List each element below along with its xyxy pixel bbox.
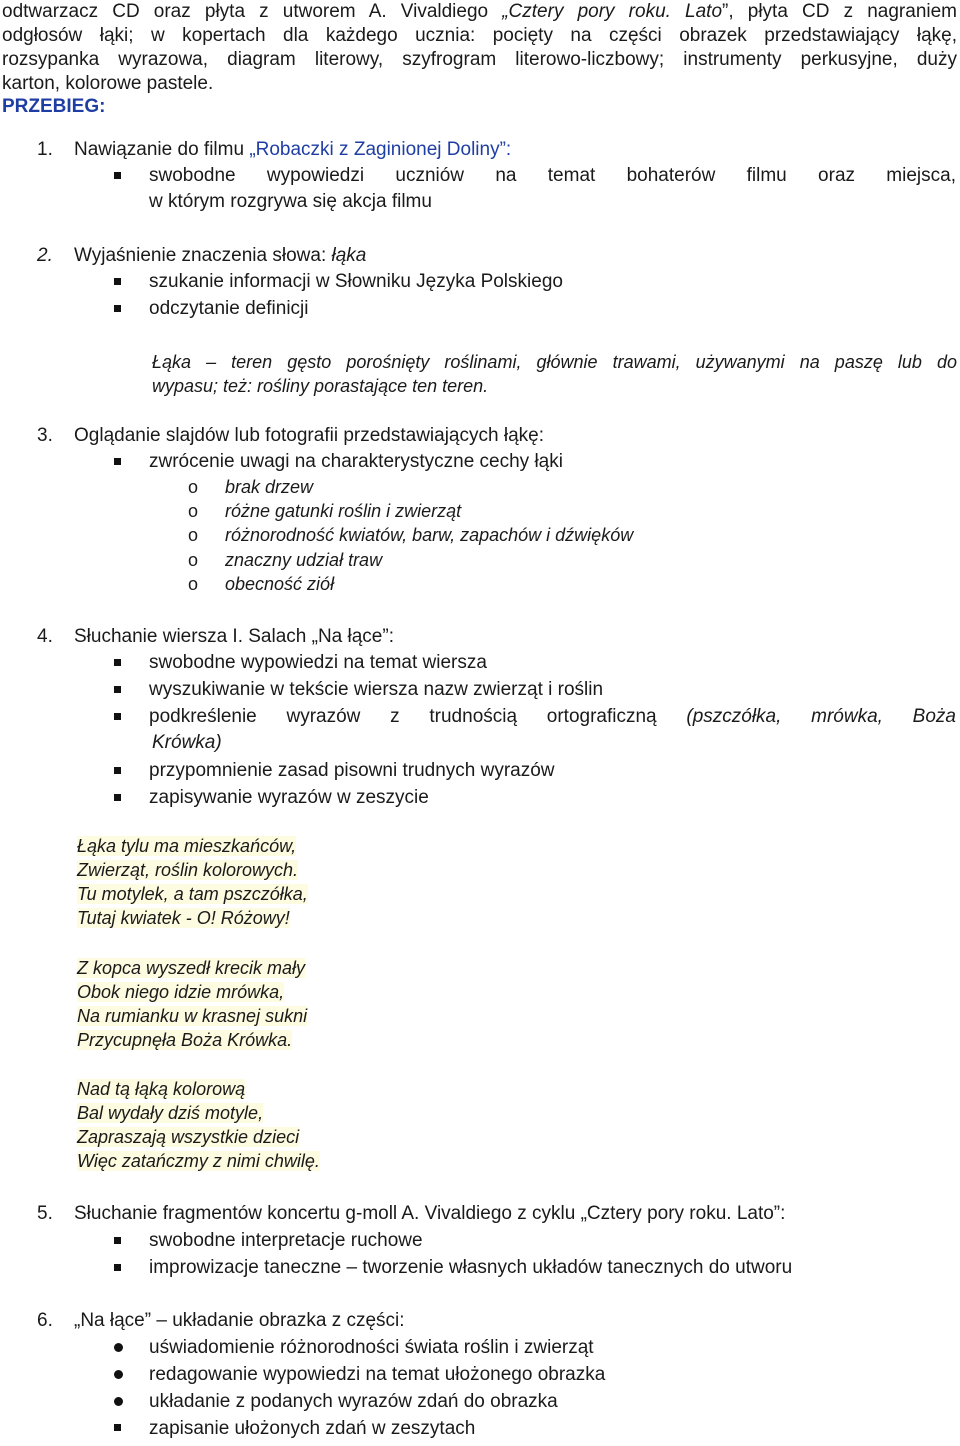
poem-line: Przycupnęła Boża Krówka. (77, 1030, 293, 1050)
poem-line: Tutaj kwiatek - O! Różowy! (77, 908, 290, 928)
bullet-square (114, 659, 121, 666)
step-6-bullet-4: zapisanie ułożonych zdań w zeszytach (149, 1418, 476, 1439)
bullet-square (114, 713, 121, 720)
step-5-title: 5. Słuchanie fragmentów koncertu g-moll A. Vivaldiego z cyklu „Cztery pory roku. Lato”: (37, 1203, 786, 1224)
step-3-sub-3: różnorodność kwiatów, barw, zapachów i dźwięków (225, 525, 634, 545)
poem-line: Tu motylek, a tam pszczółka, (77, 884, 308, 904)
step-6-title: 6. „Na łące” – układanie obrazka z części: (37, 1310, 405, 1331)
sub-bullet-circle: o (188, 574, 199, 594)
step-4-bullet-3-cont: Krówka) (152, 732, 222, 753)
poem-line: Zapraszają wszystkie dzieci (77, 1127, 300, 1147)
poem-line: Na rumianku w krasnej sukni (77, 1006, 308, 1026)
materials-paragraph (2, 0, 957, 96)
intro-line-2: odgłosów łąki; w kopertach dla każdego ucznia: pocięty na części obrazek przedstawiający łąkę, (2, 25, 957, 46)
step-4-bullet-5: zapisywanie wyrazów w zeszycie (149, 787, 429, 808)
step-4-bullet-4: przypomnienie zasad pisowni trudnych wyrazów (149, 760, 555, 781)
step-2-title: 2. Wyjaśnienie znaczenia słowa: łąka (37, 245, 367, 266)
bullet-square (114, 1424, 121, 1431)
intro-line-4: karton, kolorowe pastele. (2, 73, 214, 94)
bullet-square (114, 767, 121, 774)
poem-line: Zwierząt, roślin kolorowych. (77, 860, 299, 880)
step-3-bullet-1: zwrócenie uwagi na charakterystyczne cechy łąki (149, 451, 563, 472)
intro-line-3: rozsypanka wyrazowa, diagram literowy, szyfrogram literowo-liczbowy; instrumenty perkusyjne, duży (2, 49, 957, 70)
intro-line-1: odtwarzacz CD oraz płyta z utworem A. Vivaldiego „Cztery pory roku. Lato”, płyta CD z nagraniem (2, 1, 957, 22)
bullet-square (114, 172, 121, 179)
step-1-title: 1. Nawiązanie do filmu „Robaczki z Zaginionej Doliny”: (37, 139, 512, 160)
bullet-dot (114, 1343, 123, 1352)
poem-line: Nad tą łąką kolorową (77, 1079, 246, 1099)
sub-bullet-circle: o (188, 525, 199, 545)
step-3-sub-1: brak drzew (225, 477, 314, 497)
step-5-bullet-1: swobodne interpretacje ruchowe (149, 1230, 423, 1251)
step-1-bullet-1-cont: w którym rozgrywa się akcja filmu (149, 191, 432, 212)
step-5-bullet-2: improwizacje taneczne – tworzenie własnych układów tanecznych do utworu (149, 1257, 793, 1278)
step-3-sub-5: obecność ziół (225, 574, 335, 594)
step-2-bullet-1: szukanie informacji w Słowniku Języka Polskiego (149, 271, 563, 292)
poem-line: Więc zatańczmy z nimi chwilę. (77, 1151, 320, 1171)
step-3-sub-4: znaczny udział traw (225, 550, 383, 570)
step-3-title: 3. Oglądanie slajdów lub fotografii przedstawiających łąkę: (37, 425, 544, 446)
poem-line: Łąka tylu ma mieszkańców, (77, 836, 297, 856)
bullet-square (114, 686, 121, 693)
definition-line-1: Łąka – teren gęsto porośnięty roślinami, głównie trawami, używanymi na paszę lub do (152, 352, 957, 372)
poem-stanza-3 (77, 1077, 320, 1173)
step-2-bullet-2: odczytanie definicji (149, 298, 309, 319)
poem-line: Obok niego idzie mrówka, (77, 982, 285, 1002)
definition-text (152, 350, 957, 398)
sub-bullet-circle: o (188, 477, 199, 497)
sub-bullet-circle: o (188, 501, 199, 521)
bullet-square (114, 794, 121, 801)
bullet-dot (114, 1370, 123, 1379)
bullet-dot (114, 1397, 123, 1406)
bullet-square (114, 1237, 121, 1244)
poem-line: Z kopca wyszedł krecik mały (77, 958, 306, 978)
step-1-bullet-1: swobodne wypowiedzi uczniów na temat bohaterów filmu oraz miejsca, (149, 165, 956, 186)
definition-line-2: wypasu; też: rośliny porastające ten teren. (152, 376, 489, 396)
bullet-square (114, 1264, 121, 1271)
step-4-bullet-2: wyszukiwanie w tekście wiersza nazw zwierząt i roślin (149, 679, 604, 700)
poem-line: Bal wydały dziś motyle, (77, 1103, 264, 1123)
step-6-bullet-1: uświadomienie różnorodności świata roślin i zwierząt (149, 1337, 594, 1358)
bullet-square (114, 278, 121, 285)
bullet-square (114, 305, 121, 312)
poem-stanza-1 (77, 834, 308, 930)
step-4-title: 4. Słuchanie wiersza I. Salach „Na łące”: (37, 626, 394, 647)
step-3-sub-2: różne gatunki roślin i zwierząt (225, 501, 462, 521)
poem-stanza-2 (77, 956, 307, 1052)
step-4-bullet-1: swobodne wypowiedzi na temat wiersza (149, 652, 487, 673)
sub-bullet-circle: o (188, 550, 199, 570)
step-6-bullet-3: układanie z podanych wyrazów zdań do obrazka (149, 1391, 558, 1412)
step-4-bullet-3: podkreślenie wyrazów z trudnością ortograficzną (pszczółka, mrówka, Boża (149, 706, 956, 727)
step-6-bullet-2: redagowanie wypowiedzi na temat ułożonego obrazka (149, 1364, 606, 1385)
bullet-square (114, 458, 121, 465)
section-heading: PRZEBIEG: (2, 96, 106, 117)
